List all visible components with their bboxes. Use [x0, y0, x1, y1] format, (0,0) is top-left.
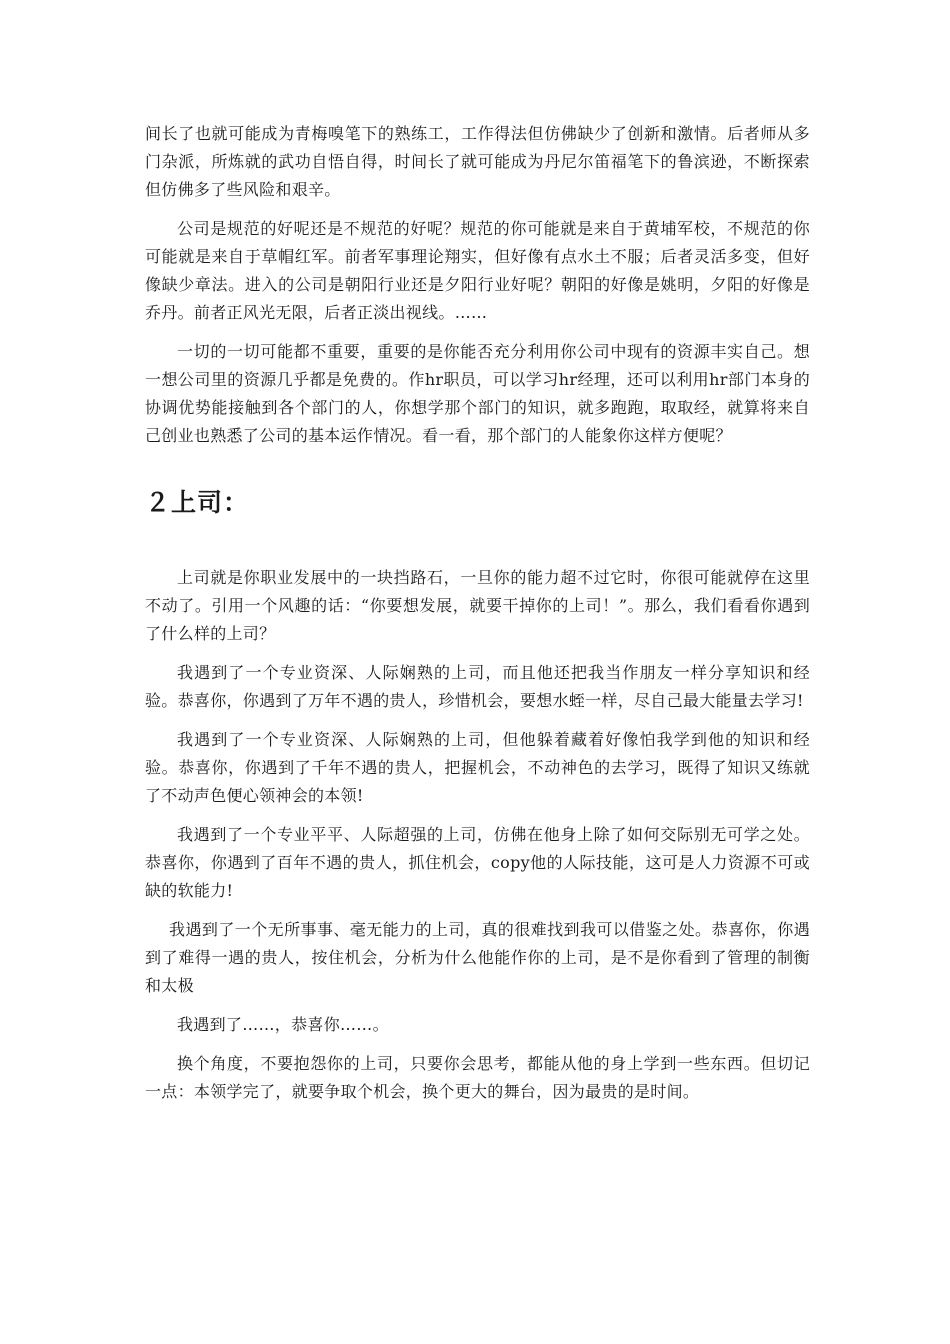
paragraph-continuation: 间长了也就可能成为青梅嗅笔下的熟练工，工作得法但仿佛缺少了创新和激情。后者师从多门杂派，所炼就的武功自悟自得，时间长了就可能成为丹尼尔笛福笔下的鲁滨逊，不断探索但仿佛多了些风险和艰辛。: [145, 124, 810, 199]
paragraph-boss-type-1: 我遇到了一个专业资深、人际娴熟的上司，而且他还把我当作朋友一样分享知识和经验。恭喜你，你遇到了万年不遇的贵人，珍惜机会，要想水蛭一样，尽自己最大能量去学习!: [145, 663, 810, 710]
paragraph-boss-type-2: 我遇到了一个专业资深、人际娴熟的上司，但他躲着藏着好像怕我学到他的知识和经验。恭喜你，你遇到了千年不遇的贵人，把握机会，不动神色的去学习，既得了知识又练就了不动声色便心领神会的本领!: [145, 730, 810, 805]
document-body: [145, 120, 810, 1117]
paragraph-company-resources: 一切的一切可能都不重要，重要的是你能否充分利用你公司中现有的资源丰实自己。想一想公司里的资源几乎都是免费的。作hr职员，可以学习hr经理，还可以利用hr部门本身的协调优势能接触到各个部门的人，你想学那个部门的知识，就多跑跑，取取经，就算将来自己创业也熟悉了公司的基本运作情况。看一看，那个部门的人能象你这样方便呢？: [145, 342, 810, 445]
paragraph-boss-type-4: 我遇到了一个无所事事、毫无能力的上司，真的很难找到我可以借鉴之处。恭喜你，你遇到了难得一遇的贵人，按住机会，分析为什么他能作你的上司，是不是你看到了管理的制衡和太极: [145, 920, 810, 995]
paragraph-boss-ellipsis: 我遇到了……，恭喜你……。: [177, 1015, 389, 1034]
paragraph-boss-type-3: 我遇到了一个专业平平、人际超强的上司，仿佛在他身上除了如何交际别无可学之处。恭喜你，你遇到了百年不遇的贵人，抓住机会，copy他的人际技能，这可是人力资源不可或缺的软能力!: [145, 825, 810, 900]
section-heading-boss: ２上司：: [145, 488, 250, 517]
paragraph-company-types: 公司是规范的好呢还是不规范的好呢？规范的你可能就是来自于黄埔军校，不规范的你可能就是来自于草帽红军。前者军事理论翔实，但好像有点水土不服；后者灵活多变，但好像缺少章法。进入的公司是朝阳行业还是夕阳行业好呢？朝阳的好像是姚明，夕阳的好像是乔丹。前者正风光无限，后者正淡出视线。……: [145, 219, 810, 322]
paragraph-boss-intro: 上司就是你职业发展中的一块挡路石，一旦你的能力超不过它时，你很可能就停在这里不动了。引用一个风趣的话：“你要想发展，就要干掉你的上司！”。那么，我们看看你遇到了什么样的上司？: [145, 568, 810, 643]
paragraph-boss-conclusion: 换个角度，不要抱怨你的上司，只要你会思考，都能从他的身上学到一些东西。但切记一点：本领学完了，就要争取个机会，换个更大的舞台，因为最贵的是时间。: [145, 1054, 810, 1101]
